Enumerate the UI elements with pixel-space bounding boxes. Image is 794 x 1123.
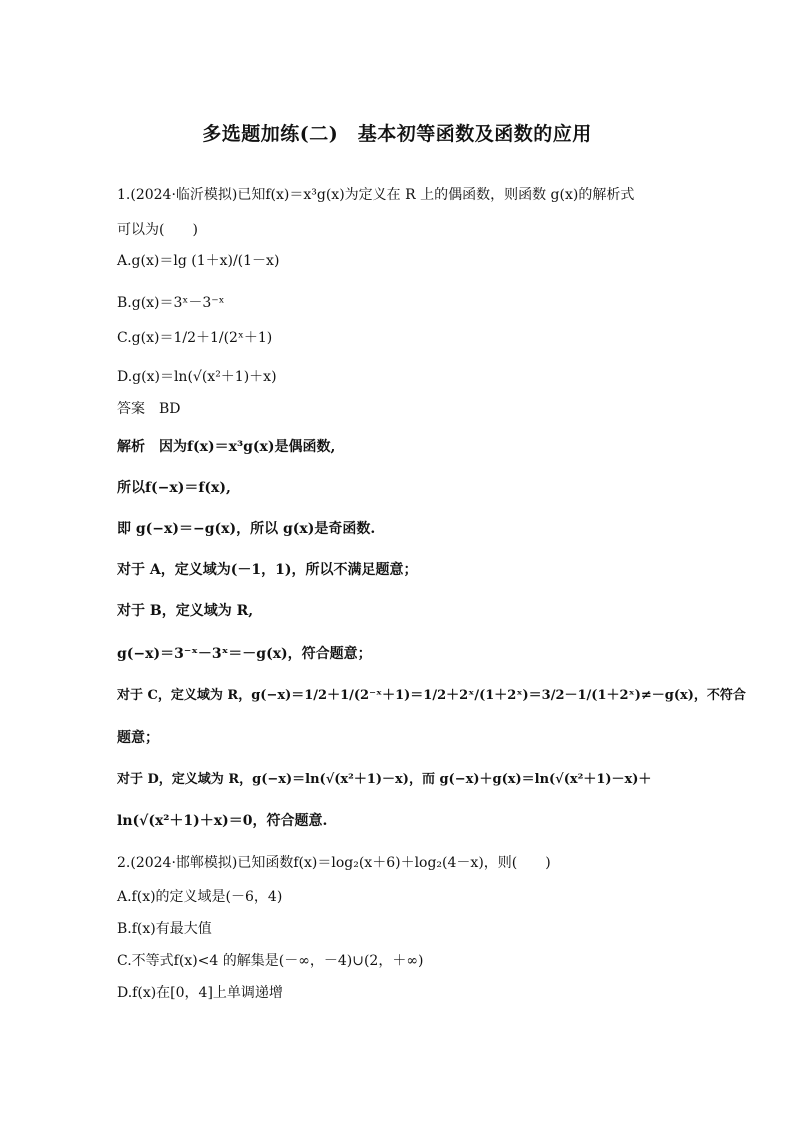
q2-option-c-text: C.不等式f(x)<4 的解集是(－∞，－4)∪(2，＋∞): [117, 953, 424, 969]
q1-option-d-text: D.g(x)＝ln(√(x²＋1)＋x): [117, 369, 277, 385]
q1-solution-text-6: g(−x)＝3⁻ˣ－3ˣ＝－g(x)，符合题意；: [117, 646, 372, 662]
q1-solution-line1: [117, 436, 694, 456]
q2-option-b: [117, 918, 694, 938]
q1-solution-text-9: 对于 D，定义域为 R，g(−x)＝ln(√(x²＋1)－x)，而 g(−x)＋g(x)＝ln(√(x²＋1)－x)＋: [117, 772, 652, 787]
q1-solution-text-8: 题意；: [117, 730, 159, 746]
q1-solution-line7: [117, 684, 746, 703]
q1-stem-line1: [117, 184, 694, 204]
q1-solution-line2: [117, 477, 694, 497]
q1-solution-text-10: ln(√(x²＋1)＋x)＝0，符合题意.: [117, 813, 328, 829]
q1-option-d: [117, 366, 694, 386]
q1-solution-line8: [117, 727, 694, 747]
q1-option-a-text: A.g(x)＝lg (1＋x)/(1－x): [117, 253, 280, 269]
q2-option-c: [117, 950, 694, 970]
q1-answer-text: 答案 BD: [117, 401, 181, 417]
page-title: 多选题加练(二) 基本初等函数及函数的应用: [202, 123, 592, 145]
q1-stem-text-1: 1.(2024·临沂模拟)已知f(x)＝x³g(x)为定义在 R 上的偶函数，则函数 g(x)的解析式: [117, 187, 635, 203]
q1-option-c-text: C.g(x)＝1/2＋1/(2ˣ＋1): [117, 330, 273, 346]
q2-option-a-text: A.f(x)的定义域是(－6，4): [117, 889, 283, 905]
q1-solution-line5: [117, 600, 694, 620]
q1-solution-text-4: 对于 A，定义域为(－1，1)，所以不满足题意；: [117, 562, 418, 578]
q1-solution-line3: [117, 518, 694, 538]
q1-option-a: [117, 250, 694, 270]
q1-answer: [117, 398, 694, 418]
q2-stem: [117, 852, 694, 872]
q2-option-d: [117, 982, 694, 1002]
q1-solution-line6: [117, 643, 694, 663]
q1-option-c: [117, 327, 694, 347]
q1-stem-text-2: 可以为( ): [117, 222, 198, 238]
q2-option-d-text: D.f(x)在[0，4]上单调递增: [117, 985, 283, 1001]
q2-option-a: [117, 886, 694, 906]
q1-solution-line9: [117, 768, 694, 787]
q1-option-b-text: B.g(x)＝3ˣ－3⁻ˣ: [117, 295, 225, 311]
q1-solution-text-2: 所以f(−x)＝f(x),: [117, 480, 231, 496]
q2-option-b-text: B.f(x)有最大值: [117, 921, 212, 937]
q2-stem-text: 2.(2024·邯郸模拟)已知函数f(x)＝log₂(x＋6)＋log₂(4－x)，则( ): [117, 855, 551, 871]
q1-option-b: [117, 292, 694, 312]
q1-solution-text-5: 对于 B，定义域为 R,: [117, 603, 254, 619]
q1-solution-text-3: 即 g(−x)＝−g(x)，所以 g(x)是奇函数.: [117, 521, 376, 537]
q1-solution-line10: [117, 810, 694, 830]
q1-stem-line2: [117, 219, 694, 239]
q1-solution-text-7: 对于 C，定义域为 R，g(−x)＝1/2＋1/(2⁻ˣ＋1)＝1/2＋2ˣ/(1＋2ˣ)＝3/2－1/(1＋2ˣ)≠－g(x)，不符合: [117, 688, 746, 703]
q1-solution-line4: [117, 559, 694, 579]
q1-solution-text-1: 解析 因为f(x)＝x³g(x)是偶函数,: [117, 439, 336, 455]
